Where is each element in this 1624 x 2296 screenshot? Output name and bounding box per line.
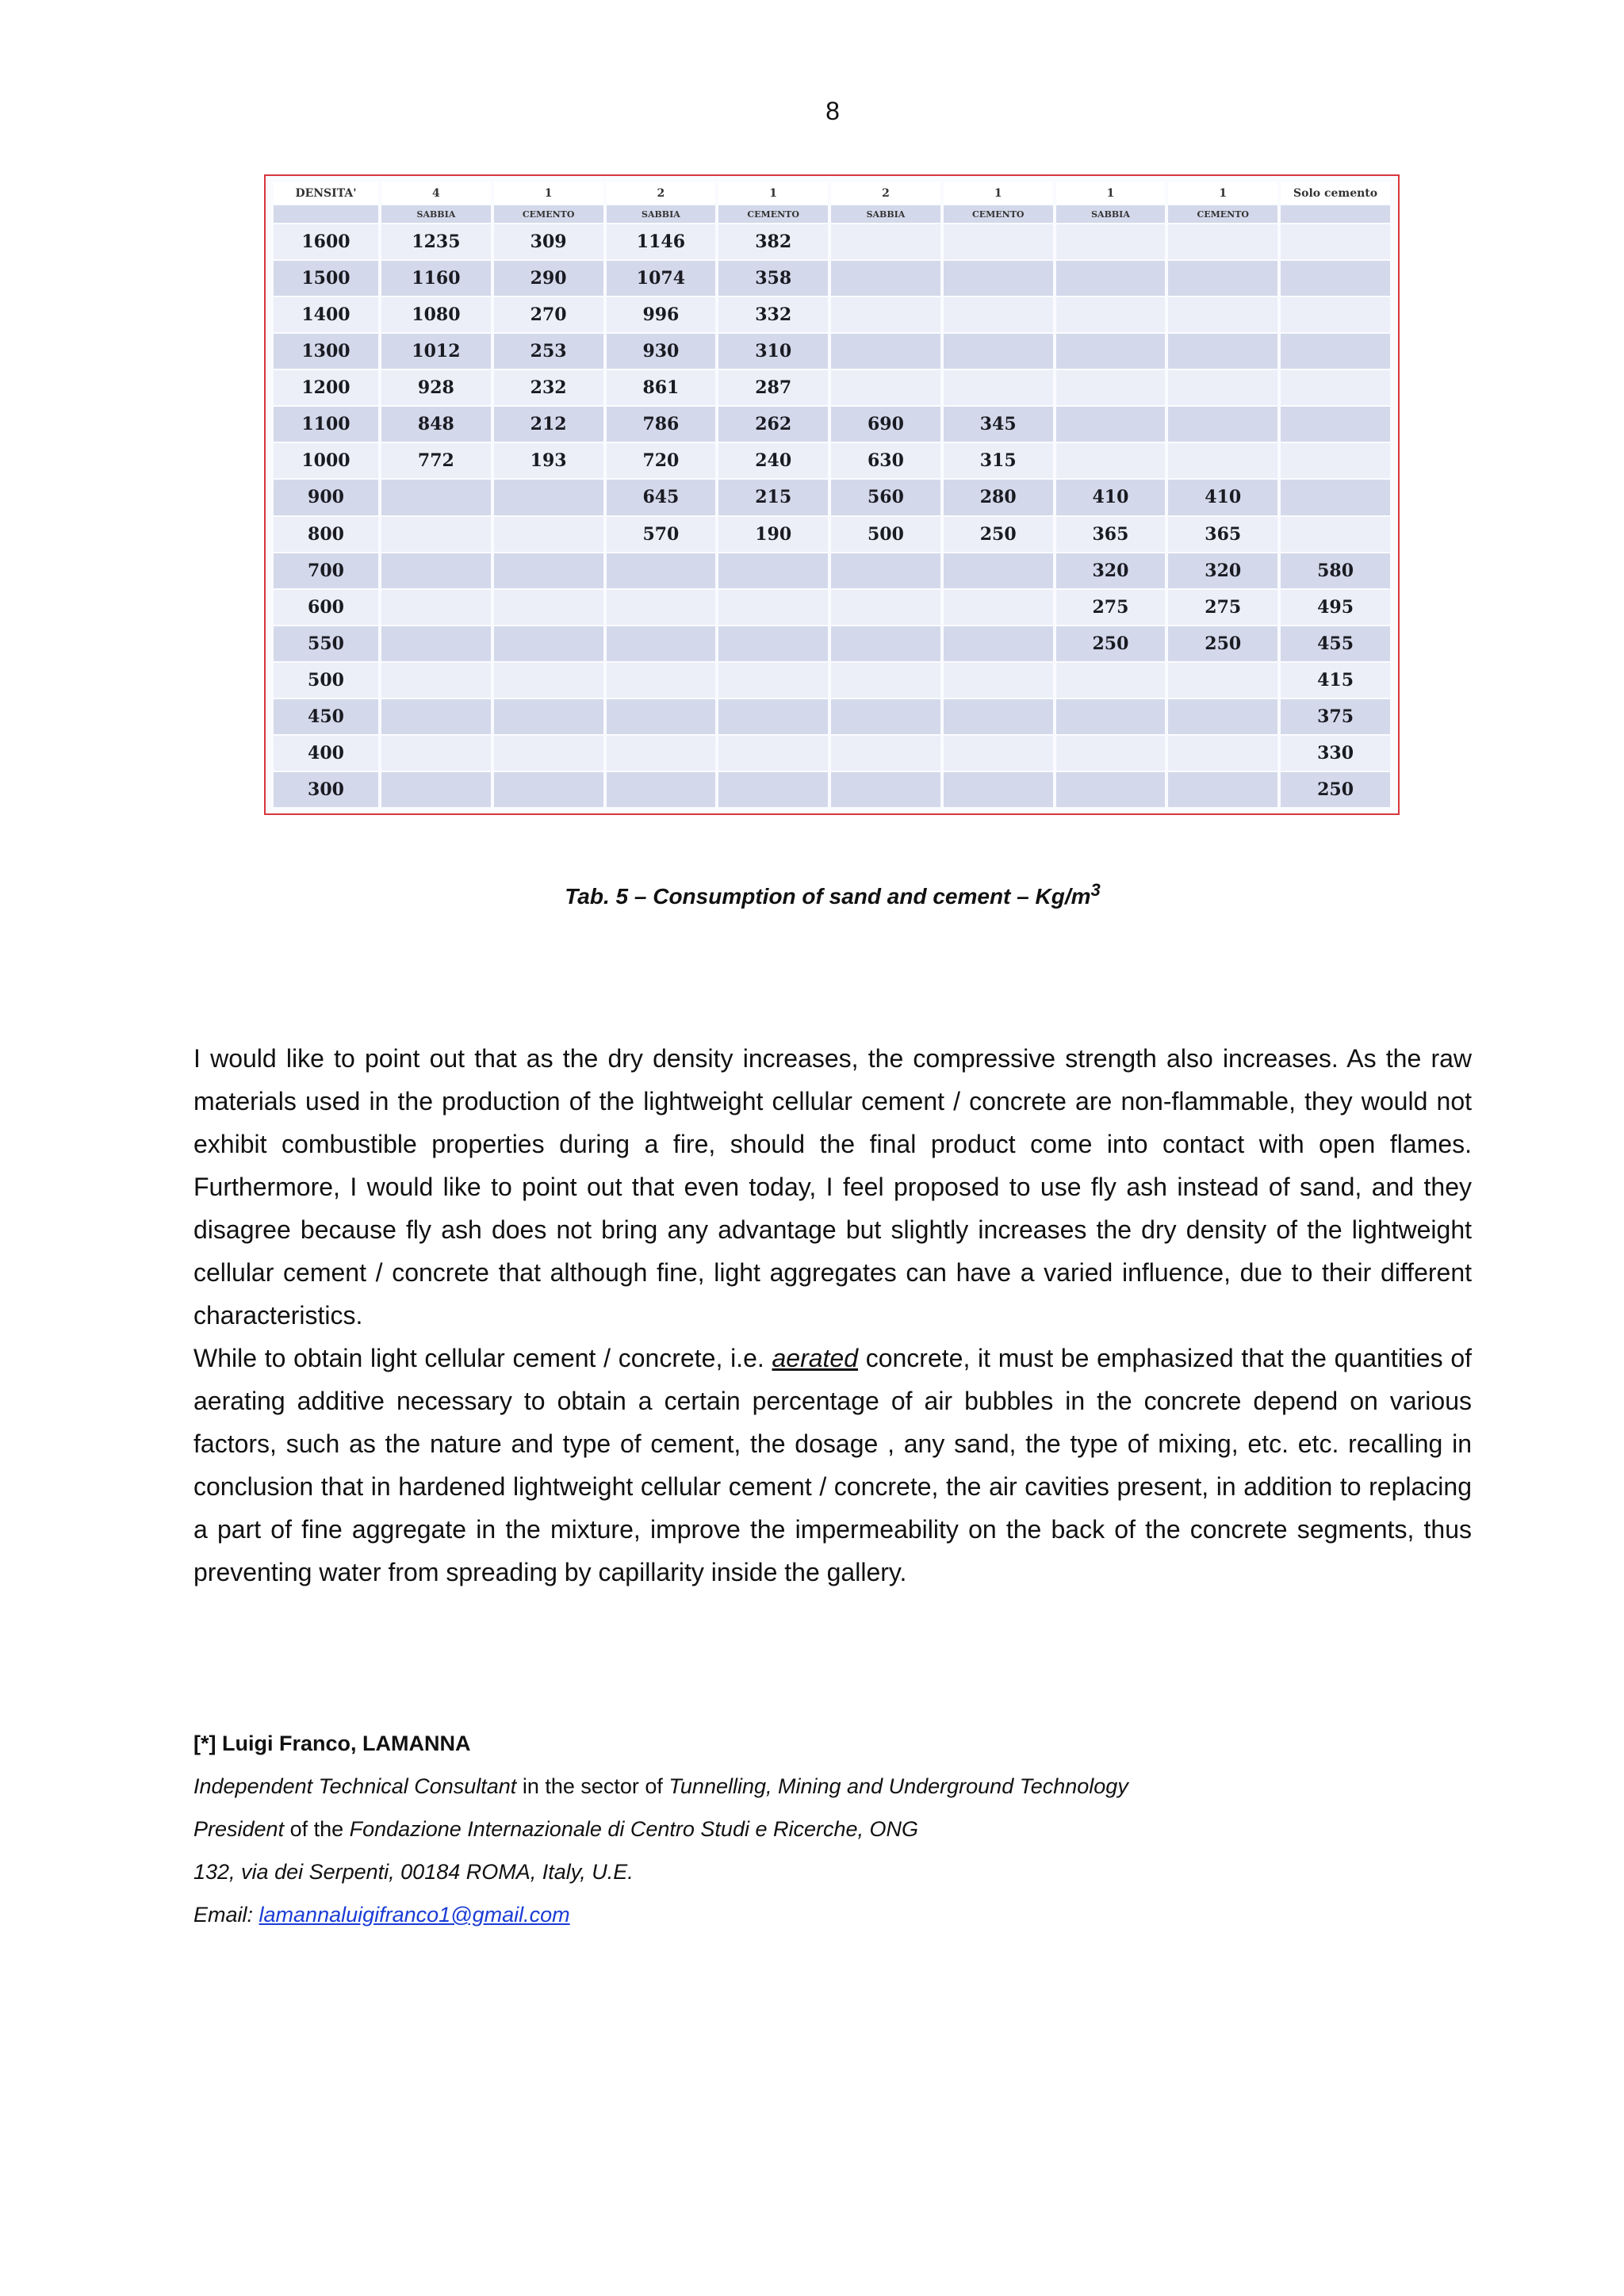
table-cell <box>381 663 491 698</box>
table-cell <box>718 626 828 661</box>
table-cell: 2 <box>607 182 716 204</box>
table-cell: 645 <box>607 480 716 515</box>
table-cell: 928 <box>381 370 491 405</box>
table-cell <box>607 590 716 625</box>
table-cell: SABBIA <box>1056 205 1166 223</box>
table-cell: CEMENTO <box>1168 205 1277 223</box>
table-cell: 2 <box>831 182 940 204</box>
table-cell <box>1056 297 1166 332</box>
paragraph-2 <box>193 1337 1472 1594</box>
table-cell <box>718 736 828 771</box>
table-cell: 193 <box>494 443 603 478</box>
table-row <box>274 480 1390 515</box>
table-cell <box>831 590 940 625</box>
table-cell: 1400 <box>274 297 378 332</box>
table-row <box>274 224 1390 259</box>
table-row <box>274 334 1390 369</box>
body-text <box>193 1037 1472 1594</box>
table-cell: 415 <box>1281 663 1390 698</box>
table-cell <box>831 663 940 698</box>
table-cell <box>831 772 940 807</box>
caption-text: Tab. 5 – Consumption of sand and cement – Kg/m <box>565 884 1091 909</box>
table-cell: 400 <box>274 736 378 771</box>
table-cell: 240 <box>718 443 828 478</box>
table-cell <box>607 663 716 698</box>
table-cell: 1235 <box>381 224 491 259</box>
table-cell: 287 <box>718 370 828 405</box>
table-cell <box>494 590 603 625</box>
table-cell: 1000 <box>274 443 378 478</box>
table-cell: 330 <box>1281 736 1390 771</box>
table-cell: 275 <box>1168 590 1277 625</box>
table-cell: SABBIA <box>381 205 491 223</box>
table-cell: Solo cemento <box>1281 182 1390 204</box>
table-cell <box>381 590 491 625</box>
author-email <box>193 1893 1128 1936</box>
table-cell <box>1281 443 1390 478</box>
table-cell: 410 <box>1056 480 1166 515</box>
paragraph-2-end: concrete, it must be emphasized that the quantities of aerating additive necessary to obtain a certain percentage of air bubbles in the concrete depend on various factors, such as the nature and type of cement, the dosage , any sand, the type of mixing, etc. etc. recalling in conclusion that in hardened lightweight cellular cement / concrete, the air cavities present, in addition to replacing a part of fine aggregate in the mixture, improve the impermeability on the back of the concrete segments, thus preventing water from spreading by capillarity inside the gallery. <box>193 1344 1473 1586</box>
table-cell: 1 <box>718 182 828 204</box>
table-cell: 309 <box>494 224 603 259</box>
table-cell: 772 <box>381 443 491 478</box>
table-ratio-row <box>274 182 1390 204</box>
table-cell: DENSITA' <box>274 182 378 204</box>
table-row <box>274 407 1390 442</box>
caption-superscript: 3 <box>1090 880 1101 900</box>
table-cell: 900 <box>274 480 378 515</box>
table-cell <box>831 553 940 588</box>
table-cell <box>1281 334 1390 369</box>
table-cell: 1 <box>494 182 603 204</box>
table-cell: 560 <box>831 480 940 515</box>
table-cell <box>494 626 603 661</box>
table-row <box>274 590 1390 625</box>
table-cell: 250 <box>1056 626 1166 661</box>
table-cell <box>381 772 491 807</box>
table-cell: 332 <box>718 297 828 332</box>
table-cell <box>944 334 1053 369</box>
table-cell: 1600 <box>274 224 378 259</box>
table-cell <box>944 370 1053 405</box>
table-caption <box>0 880 1624 909</box>
table-cell <box>607 553 716 588</box>
table-material-row <box>274 205 1390 223</box>
table-cell <box>1168 370 1277 405</box>
email-label: Email: <box>193 1903 259 1927</box>
table-cell <box>831 297 940 332</box>
table-cell <box>831 334 940 369</box>
table-cell <box>381 699 491 734</box>
table-cell: 212 <box>494 407 603 442</box>
table-row <box>274 261 1390 296</box>
table-cell <box>944 297 1053 332</box>
table-cell: 1300 <box>274 334 378 369</box>
table-cell <box>381 553 491 588</box>
table-cell: 570 <box>607 517 716 552</box>
table-cell: 861 <box>607 370 716 405</box>
table-row <box>274 297 1390 332</box>
table-cell: 996 <box>607 297 716 332</box>
table-cell: 1200 <box>274 370 378 405</box>
table-cell <box>1056 261 1166 296</box>
author-block <box>193 1722 1128 1936</box>
table-cell <box>718 699 828 734</box>
table-cell <box>1056 407 1166 442</box>
table-cell: 1160 <box>381 261 491 296</box>
table-row <box>274 699 1390 734</box>
table-cell <box>944 553 1053 588</box>
table-cell: 1146 <box>607 224 716 259</box>
table-cell: 275 <box>1056 590 1166 625</box>
table-cell: 500 <box>274 663 378 698</box>
table-row <box>274 553 1390 588</box>
table-cell <box>1168 443 1277 478</box>
table-cell <box>1056 334 1166 369</box>
table-cell: 375 <box>1281 699 1390 734</box>
table-cell <box>494 553 603 588</box>
author-role <box>193 1765 1128 1808</box>
table-cell <box>1281 517 1390 552</box>
table-cell: CEMENTO <box>494 205 603 223</box>
table-cell: 450 <box>274 699 378 734</box>
president-connector: of the <box>284 1817 350 1841</box>
table-cell <box>1281 224 1390 259</box>
table-cell <box>494 772 603 807</box>
table-cell <box>718 590 828 625</box>
table-cell <box>718 553 828 588</box>
role-connector: in the sector of <box>516 1774 669 1798</box>
table-cell <box>831 224 940 259</box>
table-cell: 280 <box>944 480 1053 515</box>
table-cell: 848 <box>381 407 491 442</box>
table-cell <box>1168 407 1277 442</box>
table-cell <box>944 626 1053 661</box>
table-cell: 262 <box>718 407 828 442</box>
table-cell <box>944 772 1053 807</box>
table-cell: 690 <box>831 407 940 442</box>
table-cell: 1 <box>1168 182 1277 204</box>
author-presidency <box>193 1808 1128 1850</box>
table-cell <box>494 736 603 771</box>
president-word: President <box>193 1817 285 1841</box>
table-cell <box>1281 261 1390 296</box>
table-cell <box>1281 480 1390 515</box>
table-cell <box>944 699 1053 734</box>
table-cell: 365 <box>1056 517 1166 552</box>
table-cell <box>494 517 603 552</box>
table-cell <box>1168 736 1277 771</box>
table-cell <box>831 370 940 405</box>
table-cell: 290 <box>494 261 603 296</box>
table-cell <box>274 205 378 223</box>
table-cell <box>494 480 603 515</box>
author-name: [*] Luigi Franco, LAMANNA <box>193 1732 471 1755</box>
table-cell: 190 <box>718 517 828 552</box>
table-cell: 1500 <box>274 261 378 296</box>
table-cell <box>944 590 1053 625</box>
table-cell <box>1168 224 1277 259</box>
table-cell: 455 <box>1281 626 1390 661</box>
table-cell <box>831 626 940 661</box>
table-cell <box>381 517 491 552</box>
table-cell: CEMENTO <box>944 205 1053 223</box>
table-row <box>274 772 1390 807</box>
table-cell <box>1168 663 1277 698</box>
table-cell <box>1281 205 1390 223</box>
table-cell: 358 <box>718 261 828 296</box>
table-cell: 1012 <box>381 334 491 369</box>
table-cell <box>607 626 716 661</box>
paragraph-1: I would like to point out that as the dry density increases, the compressive strength also increases. As the raw materials used in the production of the lightweight cellular cement / concrete are non-flammable, they would not exhibit combustible properties during a fire, should the final product come into contact with open flames. Furthermore, I would like to point out that even today, I feel proposed to use fly ash instead of sand, and they disagree because fly ash does not bring any advantage but slightly increases the dry density of the lightweight cellular cement / concrete that although fine, light aggregates can have a varied influence, due to their different characteristics. <box>193 1044 1472 1330</box>
table-cell <box>607 736 716 771</box>
role-field: Tunnelling, Mining and Underground Technology <box>668 1774 1128 1798</box>
consumption-table-image <box>264 174 1400 815</box>
table-cell: 250 <box>944 517 1053 552</box>
table-cell: 382 <box>718 224 828 259</box>
consumption-table <box>270 181 1393 809</box>
table-cell <box>607 699 716 734</box>
table-row <box>274 517 1390 552</box>
table-cell <box>831 261 940 296</box>
table-cell <box>1281 407 1390 442</box>
table-cell <box>1056 663 1166 698</box>
table-row <box>274 443 1390 478</box>
table-cell: 600 <box>274 590 378 625</box>
table-cell <box>494 663 603 698</box>
table-cell <box>1168 334 1277 369</box>
table-cell <box>1168 261 1277 296</box>
table-cell: 630 <box>831 443 940 478</box>
author-address: 132, via dei Serpenti, 00184 ROMA, Italy, U.E. <box>193 1860 634 1884</box>
table-cell: 1074 <box>607 261 716 296</box>
table-cell <box>944 224 1053 259</box>
table-cell: 315 <box>944 443 1053 478</box>
table-cell: 1 <box>944 182 1053 204</box>
table-cell <box>831 736 940 771</box>
table-cell: 410 <box>1168 480 1277 515</box>
table-cell: 550 <box>274 626 378 661</box>
table-cell: SABBIA <box>607 205 716 223</box>
table-cell: 250 <box>1168 626 1277 661</box>
table-cell: 1100 <box>274 407 378 442</box>
foundation-name: Fondazione Internazionale di Centro Studi e Ricerche, ONG <box>349 1817 919 1841</box>
table-cell: 720 <box>607 443 716 478</box>
table-cell <box>1168 297 1277 332</box>
table-cell <box>1056 370 1166 405</box>
table-cell <box>831 699 940 734</box>
table-cell: 786 <box>607 407 716 442</box>
table-cell <box>381 736 491 771</box>
table-cell: 930 <box>607 334 716 369</box>
table-cell: 215 <box>718 480 828 515</box>
table-cell: 1080 <box>381 297 491 332</box>
table-cell: 232 <box>494 370 603 405</box>
table-cell: 270 <box>494 297 603 332</box>
table-cell <box>1056 736 1166 771</box>
table-cell <box>718 772 828 807</box>
role-title: Independent Technical Consultant <box>193 1774 517 1798</box>
table-cell: 253 <box>494 334 603 369</box>
table-cell: 345 <box>944 407 1053 442</box>
table-cell: 310 <box>718 334 828 369</box>
table-cell <box>944 663 1053 698</box>
table-cell <box>494 699 603 734</box>
table-cell <box>1056 443 1166 478</box>
table-cell <box>944 736 1053 771</box>
table-cell: 320 <box>1168 553 1277 588</box>
table-cell <box>381 626 491 661</box>
table-cell: 320 <box>1056 553 1166 588</box>
table-cell <box>1168 699 1277 734</box>
table-cell: 1 <box>1056 182 1166 204</box>
table-cell: CEMENTO <box>718 205 828 223</box>
table-cell: 495 <box>1281 590 1390 625</box>
email-link[interactable]: lamannaluigifranco1@gmail.com <box>259 1903 570 1927</box>
table-cell <box>381 480 491 515</box>
table-cell: 580 <box>1281 553 1390 588</box>
table-cell: 4 <box>381 182 491 204</box>
table-cell: SABBIA <box>831 205 940 223</box>
table-cell <box>1056 224 1166 259</box>
table-cell: 300 <box>274 772 378 807</box>
table-cell <box>1168 772 1277 807</box>
aerated-emphasis: aerated <box>772 1344 858 1372</box>
table-cell: 500 <box>831 517 940 552</box>
table-cell <box>1281 297 1390 332</box>
table-cell <box>1281 370 1390 405</box>
table-row <box>274 370 1390 405</box>
table-row <box>274 626 1390 661</box>
table-cell <box>1056 772 1166 807</box>
table-cell <box>607 772 716 807</box>
table-row <box>274 663 1390 698</box>
table-cell <box>944 261 1053 296</box>
table-cell <box>718 663 828 698</box>
page-number: 8 <box>825 97 840 125</box>
table-cell <box>1056 699 1166 734</box>
table-cell: 700 <box>274 553 378 588</box>
table-cell: 800 <box>274 517 378 552</box>
table-row <box>274 736 1390 771</box>
table-cell: 250 <box>1281 772 1390 807</box>
paragraph-2-start: While to obtain light cellular cement / concrete, i.e. <box>193 1344 772 1372</box>
table-cell: 365 <box>1168 517 1277 552</box>
